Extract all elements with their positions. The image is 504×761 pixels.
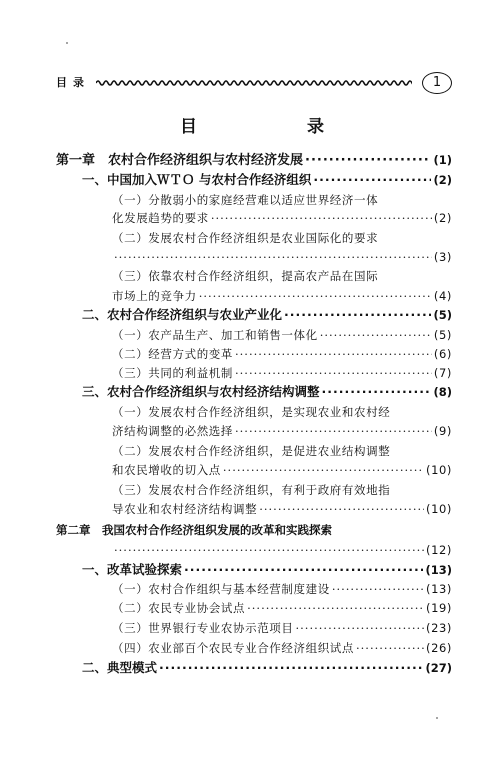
wavy-rule-ornament (96, 78, 412, 88)
toc-entry-page: (10) (425, 502, 452, 516)
toc-entry-subsection-2-1-1[interactable] (112, 581, 452, 597)
toc-entry-text: 和农民增收的切入点 (112, 463, 221, 477)
toc-entry-subsection-1-1-2-cont[interactable] (112, 249, 452, 265)
toc-entry-text: （一）农产品生产、加工和销售一体化 (112, 328, 318, 342)
leader-dots (159, 660, 423, 676)
leader-dots (235, 346, 432, 362)
toc-entry-chapter-2-cont[interactable] (112, 542, 452, 558)
toc-entry-text: 济结构调整的必然选择 (112, 424, 233, 438)
toc-entry-text: 一、中国加入ＷＴＯ 与农村合作经济组织 (82, 172, 312, 187)
leader-dots (235, 423, 432, 439)
toc-entry-page: (5) (433, 328, 452, 342)
scan-speck (66, 42, 68, 44)
toc-entry-subsection-2-1-2[interactable] (112, 600, 452, 616)
toc-entry-text: （三）共同的利益机制 (112, 366, 233, 380)
leader-dots (356, 640, 424, 656)
leader-dots (114, 249, 432, 265)
toc-entry-chapter-2[interactable]: 第二章 我国农村合作经济组织发展的改革和实践探索 (56, 523, 332, 537)
toc-entry-subsection-1-1-3-cont[interactable] (112, 288, 452, 304)
toc-entry-subsection-1-1-1-cont[interactable] (112, 210, 452, 226)
leader-dots (184, 562, 423, 578)
toc-entry-page: (19) (425, 601, 452, 615)
leader-dots (259, 501, 424, 517)
leader-dots (247, 600, 424, 616)
toc-entry-page: (2) (433, 173, 452, 187)
toc-entry-section-2-1[interactable] (82, 562, 452, 578)
toc-title: 目 录 (180, 117, 376, 137)
toc-entry-subsection-2-1-3[interactable] (112, 620, 452, 636)
toc-entry-page: (27) (425, 661, 452, 675)
toc-entry-subsection-2-1-4[interactable] (112, 640, 452, 656)
toc-entry-subsection-1-1-2[interactable]: （二）发展农村合作经济组织是农业国际化的要求 (112, 231, 379, 245)
toc-entry-subsection-1-3-1-cont[interactable] (112, 423, 452, 439)
toc-entry-section-1-1[interactable] (82, 172, 452, 188)
toc-entry-page: (4) (433, 289, 452, 303)
toc-entry-text: 二、典型模式 (82, 660, 158, 675)
toc-entry-section-1-2[interactable] (82, 307, 452, 323)
toc-entry-page: (23) (425, 621, 452, 635)
toc-entry-subsection-1-3-3-cont[interactable] (112, 501, 452, 517)
toc-entry-text: （二）农民专业协会试点 (112, 601, 246, 615)
toc-entry-page: (12) (425, 543, 452, 557)
toc-entry-text: （一）农村合作组织与基本经营制度建设 (112, 582, 330, 596)
toc-entry-page: (13) (425, 582, 452, 596)
toc-entry-page: (8) (433, 385, 452, 399)
toc-entry-subsection-1-3-1[interactable]: （一）发展农村合作经济组织，是实现农业和农村经 (112, 405, 391, 419)
toc-entry-text: 市场上的竞争力 (112, 289, 197, 303)
leader-dots (313, 172, 431, 188)
leader-dots (284, 307, 431, 323)
toc-entry-section-1-3[interactable] (82, 384, 452, 400)
leader-dots (223, 462, 424, 478)
toc-entry-subsection-1-1-3[interactable]: （三）依靠农村合作经济组织，提高农产品在国际 (112, 269, 379, 283)
toc-entry-text: 二、农村合作经济组织与农业产业化 (82, 307, 283, 322)
toc-entry-text: 三、农村合作经济组织与农村经济结构调整 (82, 384, 320, 399)
toc-entry-text: 导农业和农村经济结构调整 (112, 502, 258, 516)
running-header-label: 目录 (56, 76, 90, 89)
leader-dots (322, 384, 432, 400)
toc-entry-text: 第一章 农村合作经济组织与农村经济发展 (56, 153, 304, 168)
toc-entry-page: (5) (433, 308, 452, 322)
toc-entry-page: (26) (425, 641, 452, 655)
toc-entry-page: (9) (433, 424, 452, 438)
toc-entry-page: (6) (433, 347, 452, 361)
toc-entry-page: (2) (433, 211, 452, 225)
toc-entry-subsection-1-2-2[interactable] (112, 346, 452, 362)
leader-dots (320, 327, 432, 343)
leader-dots (235, 365, 432, 381)
toc-entry-subsection-1-3-3[interactable]: （三）发展农村合作经济组织，有利于政府有效地指 (112, 483, 391, 497)
leader-dots (305, 153, 431, 169)
toc-entry-text: 一、改革试验探索 (82, 562, 183, 577)
leader-dots (211, 210, 432, 226)
page-number-badge: 1 (422, 72, 452, 94)
leader-dots (332, 581, 424, 597)
toc-entry-page: (10) (425, 463, 452, 477)
leader-dots (114, 542, 424, 558)
toc-entry-page: (13) (425, 563, 452, 577)
toc-entry-subsection-1-1-1[interactable]: （一）分散弱小的家庭经营难以适应世界经济一体 (112, 193, 379, 207)
leader-dots (296, 620, 424, 636)
toc-entry-text: （三）世界银行专业农协示范项目 (112, 621, 294, 635)
toc-entry-subsection-1-3-2[interactable]: （二）发展农村合作经济组织，是促进农业结构调整 (112, 444, 391, 458)
leader-dots (199, 288, 432, 304)
toc-entry-chapter-1[interactable] (56, 152, 452, 169)
toc-entry-text: 化发展趋势的要求 (112, 211, 209, 225)
toc-entry-text: （二）经营方式的变革 (112, 347, 233, 361)
scan-speck (436, 717, 438, 719)
toc-entry-page: (1) (433, 153, 452, 167)
toc-entry-page: (3) (433, 250, 452, 264)
running-header (56, 72, 452, 96)
toc-entry-text: （四）农业部百个农民专业合作经济组织试点 (112, 641, 354, 655)
toc-entry-subsection-1-2-1[interactable] (112, 327, 452, 343)
toc-entry-page: (7) (433, 366, 452, 380)
toc-entry-subsection-1-3-2-cont[interactable] (112, 462, 452, 478)
toc-entry-subsection-1-2-3[interactable] (112, 365, 452, 381)
toc-entry-section-2-2[interactable] (82, 660, 452, 676)
